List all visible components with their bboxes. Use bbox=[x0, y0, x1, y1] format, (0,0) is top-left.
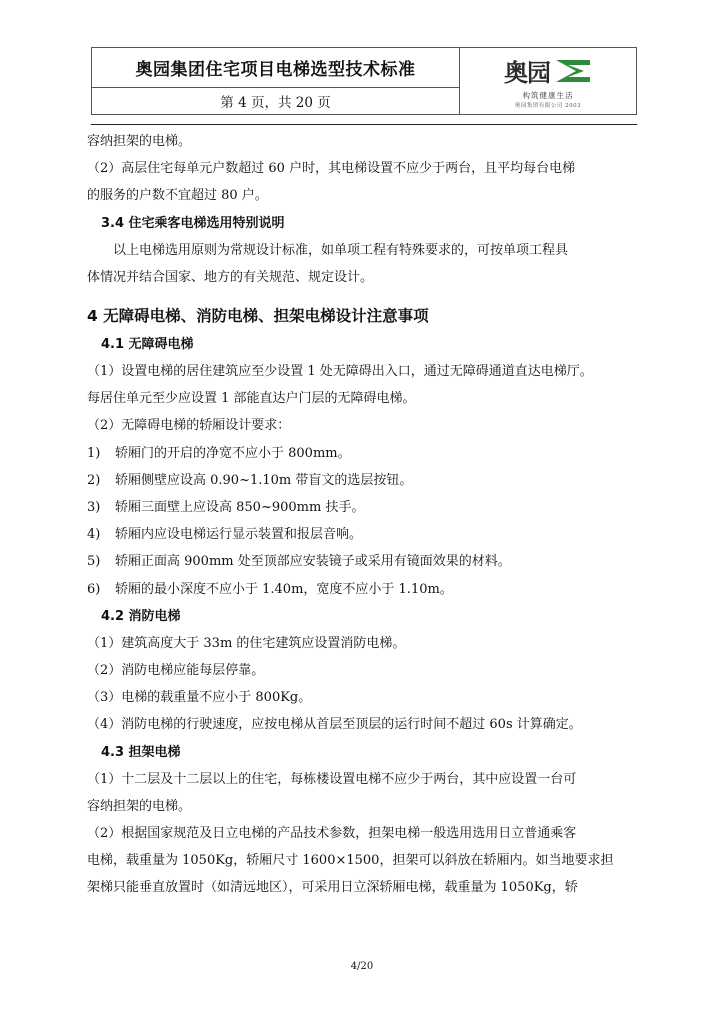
section-heading-4-1: 4.1 无障碍电梯 bbox=[101, 337, 194, 353]
section-heading-4-3: 4.3 担架电梯 bbox=[101, 744, 181, 760]
paragraph: 容纳担架的电梯。 bbox=[87, 798, 192, 814]
section-heading-4: 4 无障碍电梯、消防电梯、担架电梯设计注意事项 bbox=[87, 307, 429, 326]
list-item: 1) 轿厢门的开启的净宽不应小于 800mm。 bbox=[87, 445, 351, 461]
paragraph: （2）根据国家规范及日立电梯的产品技术参数，担架电梯一般选用选用日立普通乘客 bbox=[87, 826, 577, 842]
paragraph: 的服务的户数不宜超过 80 户。 bbox=[87, 188, 268, 204]
logo-slogan: 构筑健康生活 bbox=[522, 91, 574, 100]
page-number-footer: 4/20 bbox=[350, 961, 374, 972]
paragraph: （1）建筑高度大于 33m 的住宅建筑应设置消防电梯。 bbox=[87, 635, 406, 651]
logo-name: 奥园 bbox=[504, 58, 550, 87]
company-logo bbox=[460, 53, 636, 109]
paragraph: 以上电梯选用原则为常规设计标准，如单项工程有特殊要求的，可按单项工程具 bbox=[113, 242, 569, 258]
paragraph: 每居住单元至少应设置 1 部能直达户门层的无障碍电梯。 bbox=[87, 391, 416, 407]
paragraph: 体情况并结合国家、地方的有关规范、规定设计。 bbox=[87, 269, 374, 285]
company-logo-cell bbox=[460, 48, 637, 115]
document-header bbox=[91, 47, 637, 115]
paragraph: （1）十二层及十二层以上的住宅，每栋楼设置电梯不应少于两台，其中应设置一台可 bbox=[87, 771, 577, 787]
paragraph: （1）设置电梯的居住建筑应至少设置 1 处无障碍出入口，通过无障碍通道直达电梯厅。 bbox=[87, 364, 593, 380]
paragraph: （4）消防电梯的行驶速度，应按电梯从首层至顶层的运行时间不超过 60s 计算确定。 bbox=[87, 717, 582, 733]
logo-subtitle: 奥园集团有限公司 2003 bbox=[514, 103, 582, 109]
paragraph: （2）无障碍电梯的轿厢设计要求： bbox=[87, 418, 291, 434]
document-title: 奥园集团住宅项目电梯选型技术标准 bbox=[92, 48, 460, 88]
list-item: 4) 轿厢内应设电梯运行显示装置和报层音响。 bbox=[87, 527, 363, 543]
logo-arrow-icon bbox=[554, 58, 592, 84]
paragraph: （2）高层住宅每单元户数超过 60 户时，其电梯设置不应少于两台，且平均每台电梯 bbox=[87, 161, 576, 177]
paragraph: 电梯，载重量为 1050Kg，轿厢尺寸 1600×1500，担架可以斜放在轿厢内。如当地要求担 bbox=[87, 853, 614, 869]
page-info: 第 4 页，共 20 页 bbox=[92, 88, 460, 115]
section-heading-3-4: 3.4 住宅乘客电梯选用特别说明 bbox=[101, 215, 285, 231]
header-divider bbox=[91, 124, 637, 125]
list-item: 5) 轿厢正面高 900mm 处至顶部应安装镜子或采用有镜面效果的材料。 bbox=[87, 554, 511, 570]
paragraph: 容纳担架的电梯。 bbox=[87, 134, 192, 149]
list-item: 3) 轿厢三面壁上应设高 850~900mm 扶手。 bbox=[87, 500, 365, 516]
paragraph: （3）电梯的载重量不应小于 800Kg。 bbox=[87, 690, 312, 706]
list-item: 6) 轿厢的最小深度不应小于 1.40m，宽度不应小于 1.10m。 bbox=[87, 581, 453, 597]
list-item: 2) 轿厢侧壁应设高 0.90~1.10m 带盲文的选层按钮。 bbox=[87, 472, 413, 488]
document-body bbox=[87, 128, 639, 902]
section-heading-4-2: 4.2 消防电梯 bbox=[101, 608, 181, 624]
paragraph: （2）消防电梯应能每层停靠。 bbox=[87, 663, 265, 679]
paragraph: 架梯只能垂直放置时（如清远地区），可采用日立深轿厢电梯，载重量为 1050Kg，轿 bbox=[87, 880, 578, 896]
